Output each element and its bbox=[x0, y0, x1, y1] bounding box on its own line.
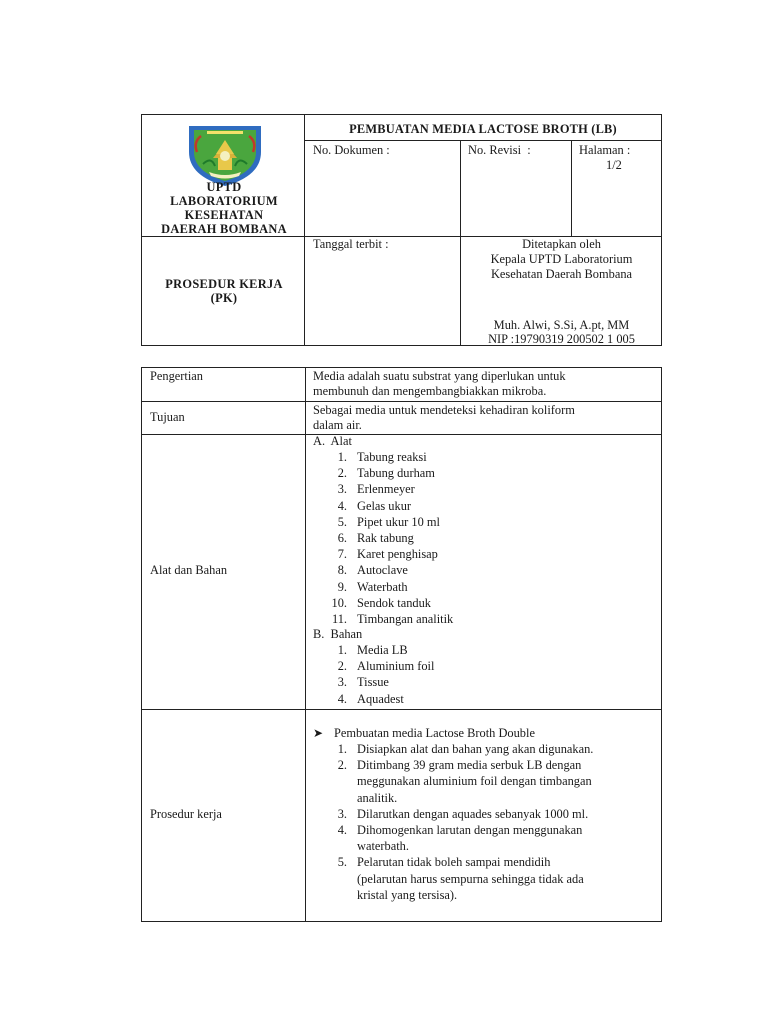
tanggal-terbit-label: Tanggal terbit : bbox=[313, 237, 389, 251]
document-type bbox=[143, 277, 305, 305]
list-item-number: 3. bbox=[337, 482, 347, 497]
list-item-number: 7. bbox=[337, 547, 347, 562]
list-item: Pelarutan tidak boleh sampai mendidih bbox=[357, 855, 551, 870]
list-item-number: 1. bbox=[337, 742, 347, 756]
text-line: Media adalah suatu substrat yang diperlukan untuk bbox=[313, 369, 566, 383]
list-item: Autoclave bbox=[357, 563, 408, 578]
list-item-number: 4. bbox=[337, 498, 347, 513]
list-item: Waterbath bbox=[357, 579, 408, 594]
list-item-number: 8. bbox=[337, 563, 347, 578]
list-item: Aquadest bbox=[357, 691, 404, 706]
list-item: Disiapkan alat dan bahan yang akan digunakan. bbox=[357, 742, 594, 756]
org-line: DAERAH BOMBANA bbox=[161, 222, 287, 236]
tujuan-text bbox=[313, 403, 654, 433]
list-item: Tabung durham bbox=[357, 466, 435, 481]
table-divider bbox=[141, 434, 662, 435]
text-line: dalam air. bbox=[313, 418, 362, 432]
list-item: Rak tabung bbox=[357, 531, 414, 545]
alat-heading: A. Alat bbox=[313, 434, 352, 448]
halaman-label: Halaman : bbox=[579, 143, 631, 157]
organization-name bbox=[143, 180, 305, 236]
list-item-number: 4. bbox=[337, 691, 347, 706]
list-item: Karet penghisap bbox=[357, 547, 438, 562]
row-label-tujuan: Tujuan bbox=[150, 410, 185, 424]
ditetapkan-line: Kesehatan Daerah Bombana bbox=[490, 267, 633, 281]
regional-crest-icon bbox=[185, 122, 265, 188]
table-divider bbox=[141, 709, 662, 710]
list-item: Media LB bbox=[357, 643, 408, 657]
no-dokumen-label: No. Dokumen : bbox=[313, 143, 390, 157]
list-item: analitik. bbox=[357, 790, 398, 805]
row-label-alat-bahan: Alat dan Bahan bbox=[150, 563, 228, 577]
bahan-heading: B. Bahan bbox=[313, 627, 363, 641]
halaman-value: 1/2 bbox=[606, 158, 622, 172]
doc-type-line: PROSEDUR KERJA bbox=[165, 277, 283, 291]
list-item: Tabung reaksi bbox=[357, 450, 427, 464]
list-item: kristal yang tersisa). bbox=[357, 887, 458, 902]
no-revisi-label: No. Revisi : bbox=[468, 143, 531, 157]
list-item: (pelarutan harus sempurna sehingga tidak ada bbox=[357, 871, 584, 886]
arrow-bullet-icon: ➤ bbox=[313, 726, 324, 740]
org-line: LABORATORIUM bbox=[170, 194, 278, 208]
list-item: Erlenmeyer bbox=[357, 482, 415, 497]
prosedur-bullet: Pembuatan media Lactose Broth Double bbox=[334, 726, 535, 740]
list-item-number: 5. bbox=[337, 514, 347, 529]
list-item: Gelas ukur bbox=[357, 498, 412, 513]
list-item-number: 5. bbox=[337, 855, 347, 870]
list-item-number: 11. bbox=[331, 612, 347, 626]
row-label-prosedur: Prosedur kerja bbox=[150, 807, 222, 821]
org-line: KESEHATAN bbox=[184, 208, 264, 222]
signer-name: Muh. Alwi, S.Si, A.pt, MM bbox=[493, 318, 630, 332]
list-item-number: 4. bbox=[337, 823, 347, 837]
list-item: Pipet ukur 10 ml bbox=[357, 514, 440, 529]
list-item-number: 3. bbox=[337, 675, 347, 690]
list-item-number: 1. bbox=[337, 643, 347, 657]
text-line: Sebagai media untuk mendeteksi kehadiran koliform bbox=[313, 403, 575, 417]
list-item-number: 2. bbox=[337, 466, 347, 481]
signer-nip: NIP :19790319 200502 1 005 bbox=[488, 332, 635, 346]
table-divider bbox=[141, 401, 662, 402]
text-line: membunuh dan mengembangbiakkan mikroba. bbox=[313, 384, 547, 398]
ditetapkan-block bbox=[461, 237, 662, 282]
org-line: UPTD bbox=[206, 180, 242, 194]
list-item-number: 1. bbox=[337, 450, 347, 464]
header-divider bbox=[571, 140, 572, 236]
list-item: Aluminium foil bbox=[357, 659, 435, 674]
pengertian-text bbox=[313, 369, 654, 399]
list-item: waterbath. bbox=[357, 839, 409, 854]
list-item: Ditimbang 39 gram media serbuk LB dengan bbox=[357, 758, 582, 773]
list-item: Timbangan analitik bbox=[357, 612, 454, 626]
list-item-number: 9. bbox=[337, 579, 347, 594]
ditetapkan-line: Kepala UPTD Laboratorium bbox=[490, 252, 633, 266]
list-item: Sendok tanduk bbox=[357, 595, 431, 610]
list-item: Tissue bbox=[357, 675, 389, 690]
list-item-number: 6. bbox=[337, 531, 347, 545]
row-label-pengertian: Pengertian bbox=[150, 369, 203, 383]
list-item: Dilarutkan dengan aquades sebanyak 1000 ml. bbox=[357, 806, 589, 821]
list-item-number: 2. bbox=[337, 758, 347, 773]
document-title: PEMBUATAN MEDIA LACTOSE BROTH (LB) bbox=[349, 122, 617, 136]
list-item: Dihomogenkan larutan dengan menggunakan bbox=[357, 823, 583, 837]
list-item-number: 10. bbox=[331, 595, 347, 610]
table-divider bbox=[305, 367, 306, 922]
list-item-number: 2. bbox=[337, 659, 347, 674]
list-item: meggunakan aluminium foil dengan timbangan bbox=[357, 774, 592, 789]
list-item-number: 3. bbox=[337, 806, 347, 821]
doc-type-line: (PK) bbox=[210, 291, 238, 305]
header-divider bbox=[304, 140, 662, 141]
ditetapkan-line: Ditetapkan oleh bbox=[522, 237, 601, 251]
